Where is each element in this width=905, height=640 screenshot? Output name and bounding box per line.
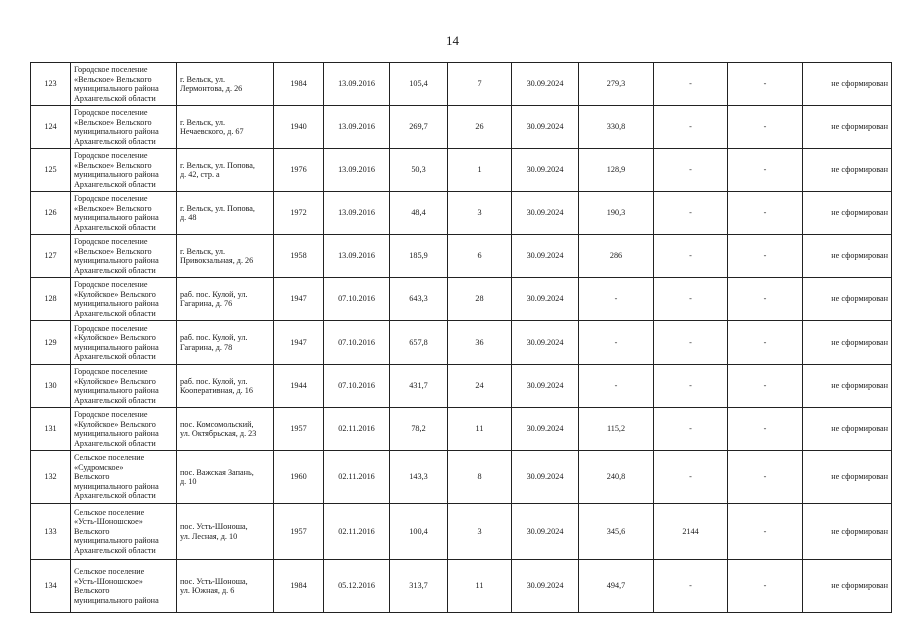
table-row: [31, 106, 892, 149]
cell-value-10: -: [654, 560, 728, 613]
cell-number: 124: [31, 106, 71, 149]
cell-address: пос. Комсомольский, ул. Октябрьская, д. 23: [177, 408, 274, 451]
cell-address: раб. пос. Кулой, ул. Гагарина, д. 76: [177, 278, 274, 321]
cell-status: не сформирован: [803, 408, 892, 451]
cell-year: 1947: [274, 278, 324, 321]
table-row: [31, 408, 892, 451]
cell-date-plan: 30.09.2024: [512, 235, 579, 278]
table-row: [31, 235, 892, 278]
cell-number: 128: [31, 278, 71, 321]
table-body: [31, 63, 892, 613]
cell-date-recognized: 13.09.2016: [324, 106, 390, 149]
cell-residents: 24: [448, 365, 512, 408]
cell-number: 133: [31, 504, 71, 560]
cell-municipality: Сельское поселение «Судромское» Вельского муниципального района Архангельской области: [71, 451, 177, 504]
cell-date-plan: 30.09.2024: [512, 192, 579, 235]
table-row: [31, 451, 892, 504]
cell-value-11: -: [728, 63, 803, 106]
cell-municipality: Сельское поселение «Усть-Шоношское» Вельского муниципального района Архангельской области: [71, 504, 177, 560]
cell-value-11: -: [728, 504, 803, 560]
cell-area: 431,7: [390, 365, 448, 408]
cell-value-9: 190,3: [579, 192, 654, 235]
cell-number: 134: [31, 560, 71, 613]
cell-residents: 1: [448, 149, 512, 192]
cell-status: не сформирован: [803, 192, 892, 235]
cell-address: г. Вельск, ул. Попова, д. 48: [177, 192, 274, 235]
table-row: [31, 192, 892, 235]
cell-number: 131: [31, 408, 71, 451]
cell-status: не сформирован: [803, 63, 892, 106]
cell-municipality: Городское поселение «Вельское» Вельского муниципального района Архангельской области: [71, 106, 177, 149]
cell-value-11: -: [728, 560, 803, 613]
housing-registry-table: [30, 62, 892, 613]
cell-year: 1958: [274, 235, 324, 278]
cell-date-recognized: 13.09.2016: [324, 63, 390, 106]
cell-status: не сформирован: [803, 504, 892, 560]
table-row: [31, 504, 892, 560]
cell-address: пос. Важская Запань, д. 10: [177, 451, 274, 504]
cell-residents: 36: [448, 321, 512, 365]
cell-area: 78,2: [390, 408, 448, 451]
cell-municipality: Городское поселение «Кулойское» Вельского муниципального района Архангельской области: [71, 321, 177, 365]
cell-number: 132: [31, 451, 71, 504]
cell-year: 1957: [274, 504, 324, 560]
cell-municipality: Сельское поселение «Усть-Шоношское» Вельского муниципального района: [71, 560, 177, 613]
cell-year: 1972: [274, 192, 324, 235]
cell-year: 1984: [274, 560, 324, 613]
cell-area: 313,7: [390, 560, 448, 613]
cell-date-plan: 30.09.2024: [512, 451, 579, 504]
cell-date-recognized: 02.11.2016: [324, 408, 390, 451]
cell-status: не сформирован: [803, 451, 892, 504]
cell-address: пос. Усть-Шоноша, ул. Южная, д. 6: [177, 560, 274, 613]
cell-date-recognized: 02.11.2016: [324, 504, 390, 560]
cell-municipality: Городское поселение «Вельское» Вельского муниципального района Архангельской области: [71, 192, 177, 235]
cell-date-plan: 30.09.2024: [512, 63, 579, 106]
cell-residents: 6: [448, 235, 512, 278]
cell-value-9: -: [579, 365, 654, 408]
cell-area: 48,4: [390, 192, 448, 235]
cell-value-10: -: [654, 365, 728, 408]
table-row: [31, 278, 892, 321]
cell-status: не сформирован: [803, 278, 892, 321]
cell-value-10: -: [654, 149, 728, 192]
cell-residents: 11: [448, 560, 512, 613]
cell-date-plan: 30.09.2024: [512, 504, 579, 560]
table-row: [31, 321, 892, 365]
cell-date-recognized: 07.10.2016: [324, 278, 390, 321]
cell-municipality: Городское поселение «Вельское» Вельского муниципального района Архангельской области: [71, 149, 177, 192]
cell-value-9: 128,9: [579, 149, 654, 192]
cell-date-recognized: 05.12.2016: [324, 560, 390, 613]
cell-year: 1947: [274, 321, 324, 365]
cell-municipality: Городское поселение «Кулойское» Вельского муниципального района Архангельской области: [71, 365, 177, 408]
cell-area: 105,4: [390, 63, 448, 106]
cell-address: г. Вельск, ул. Нечаевского, д. 67: [177, 106, 274, 149]
cell-value-11: -: [728, 149, 803, 192]
table-row: [31, 149, 892, 192]
cell-date-plan: 30.09.2024: [512, 106, 579, 149]
cell-area: 269,7: [390, 106, 448, 149]
cell-residents: 7: [448, 63, 512, 106]
cell-area: 143,3: [390, 451, 448, 504]
cell-value-9: 286: [579, 235, 654, 278]
cell-address: г. Вельск, ул. Попова, д. 42, стр. а: [177, 149, 274, 192]
cell-year: 1957: [274, 408, 324, 451]
cell-status: не сформирован: [803, 106, 892, 149]
cell-date-plan: 30.09.2024: [512, 278, 579, 321]
cell-date-recognized: 13.09.2016: [324, 192, 390, 235]
table-row: [31, 560, 892, 613]
cell-status: не сформирован: [803, 560, 892, 613]
cell-date-plan: 30.09.2024: [512, 408, 579, 451]
cell-date-recognized: 13.09.2016: [324, 149, 390, 192]
cell-residents: 28: [448, 278, 512, 321]
cell-area: 50,3: [390, 149, 448, 192]
cell-residents: 26: [448, 106, 512, 149]
cell-date-recognized: 07.10.2016: [324, 365, 390, 408]
cell-status: не сформирован: [803, 321, 892, 365]
cell-value-11: -: [728, 278, 803, 321]
cell-municipality: Городское поселение «Вельское» Вельского муниципального района Архангельской области: [71, 235, 177, 278]
cell-address: раб. пос. Кулой, ул. Гагарина, д. 78: [177, 321, 274, 365]
cell-value-9: -: [579, 278, 654, 321]
cell-value-10: -: [654, 278, 728, 321]
cell-value-11: -: [728, 451, 803, 504]
cell-value-10: -: [654, 451, 728, 504]
cell-number: 126: [31, 192, 71, 235]
cell-value-10: -: [654, 408, 728, 451]
cell-year: 1960: [274, 451, 324, 504]
cell-date-recognized: 02.11.2016: [324, 451, 390, 504]
table-row: [31, 365, 892, 408]
cell-residents: 11: [448, 408, 512, 451]
cell-number: 130: [31, 365, 71, 408]
cell-value-9: 115,2: [579, 408, 654, 451]
cell-value-9: 279,3: [579, 63, 654, 106]
cell-number: 127: [31, 235, 71, 278]
cell-area: 657,8: [390, 321, 448, 365]
cell-value-11: -: [728, 321, 803, 365]
cell-value-11: -: [728, 235, 803, 278]
cell-address: г. Вельск, ул. Лермонтова, д. 26: [177, 63, 274, 106]
cell-area: 643,3: [390, 278, 448, 321]
cell-municipality: Городское поселение «Кулойское» Вельского муниципального района Архангельской области: [71, 408, 177, 451]
cell-date-plan: 30.09.2024: [512, 560, 579, 613]
cell-area: 185,9: [390, 235, 448, 278]
page-number: 14: [446, 33, 459, 48]
cell-value-9: -: [579, 321, 654, 365]
cell-address: пос. Усть-Шоноша, ул. Лесная, д. 10: [177, 504, 274, 560]
cell-value-10: -: [654, 321, 728, 365]
cell-address: г. Вельск, ул. Привокзальная, д. 26: [177, 235, 274, 278]
cell-year: 1984: [274, 63, 324, 106]
cell-value-9: 330,8: [579, 106, 654, 149]
cell-number: 123: [31, 63, 71, 106]
cell-value-11: -: [728, 106, 803, 149]
cell-municipality: Городское поселение «Кулойское» Вельского муниципального района Архангельской области: [71, 278, 177, 321]
cell-value-10: -: [654, 63, 728, 106]
cell-value-11: -: [728, 365, 803, 408]
cell-value-11: -: [728, 192, 803, 235]
cell-value-10: -: [654, 235, 728, 278]
cell-year: 1976: [274, 149, 324, 192]
cell-residents: 3: [448, 192, 512, 235]
cell-date-plan: 30.09.2024: [512, 321, 579, 365]
cell-address: раб. пос. Кулой, ул. Кооперативная, д. 16: [177, 365, 274, 408]
cell-value-9: 345,6: [579, 504, 654, 560]
cell-residents: 8: [448, 451, 512, 504]
cell-status: не сформирован: [803, 365, 892, 408]
cell-value-11: -: [728, 408, 803, 451]
cell-status: не сформирован: [803, 149, 892, 192]
table-row: [31, 63, 892, 106]
cell-year: 1940: [274, 106, 324, 149]
cell-number: 129: [31, 321, 71, 365]
cell-number: 125: [31, 149, 71, 192]
cell-status: не сформирован: [803, 235, 892, 278]
cell-municipality: Городское поселение «Вельское» Вельского муниципального района Архангельской области: [71, 63, 177, 106]
cell-value-10: 2144: [654, 504, 728, 560]
cell-area: 100,4: [390, 504, 448, 560]
cell-value-10: -: [654, 106, 728, 149]
cell-value-9: 494,7: [579, 560, 654, 613]
cell-value-9: 240,8: [579, 451, 654, 504]
cell-date-recognized: 07.10.2016: [324, 321, 390, 365]
cell-date-plan: 30.09.2024: [512, 365, 579, 408]
cell-year: 1944: [274, 365, 324, 408]
cell-value-10: -: [654, 192, 728, 235]
cell-residents: 3: [448, 504, 512, 560]
cell-date-recognized: 13.09.2016: [324, 235, 390, 278]
cell-date-plan: 30.09.2024: [512, 149, 579, 192]
